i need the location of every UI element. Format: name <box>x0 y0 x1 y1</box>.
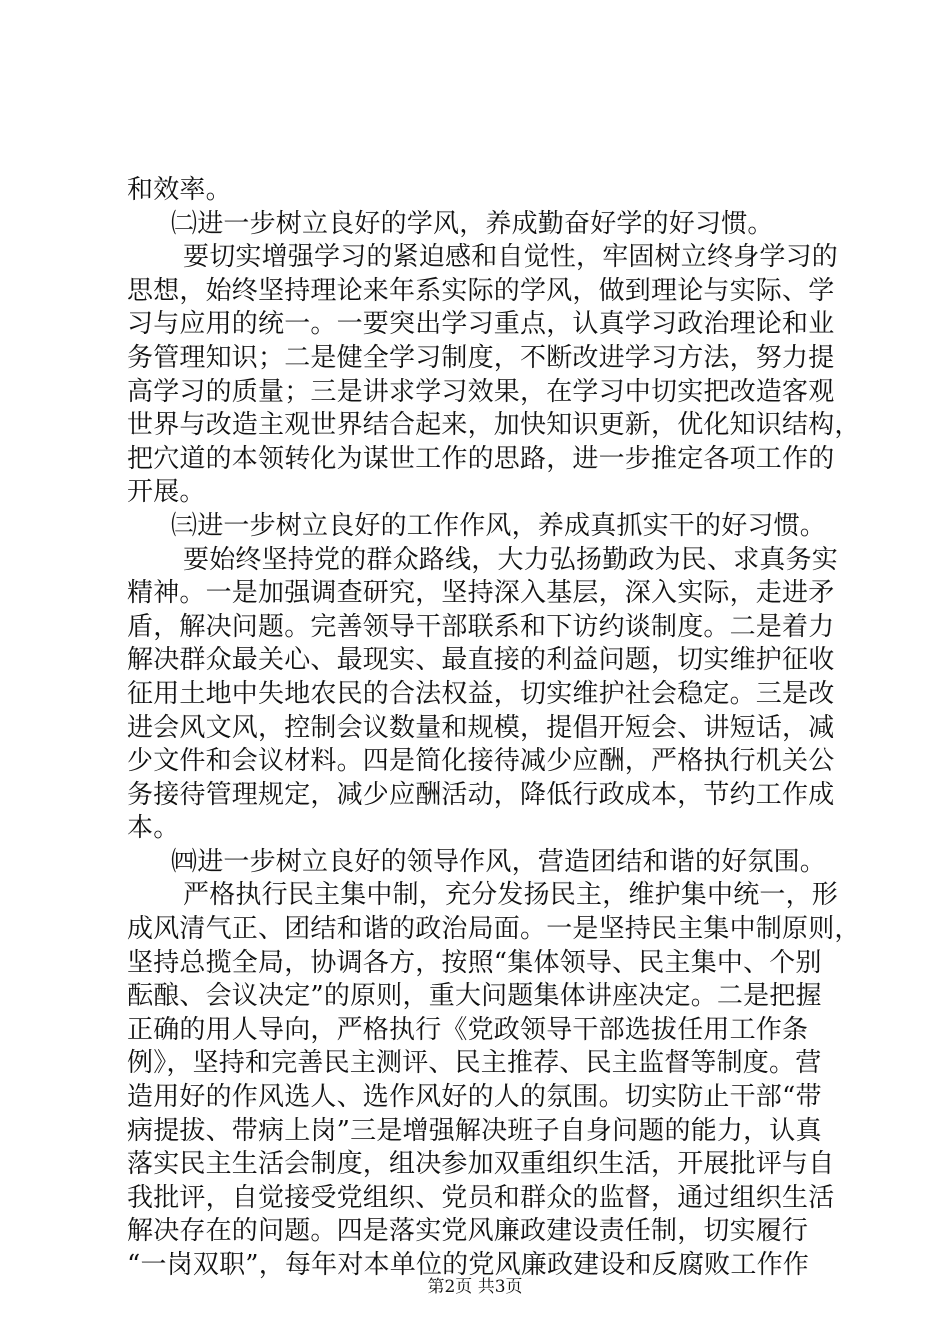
body-text-line: 习与应用的统一。一要突出学习重点，认真学习政治理论和业 <box>127 309 835 340</box>
body-text-line: 要切实增强学习的紧迫感和自觉性，牢固树立终身学习的 <box>183 242 839 273</box>
body-text-line: 成风清气正、团结和谐的政治局面。一是坚持民主集中制原则， <box>127 914 861 945</box>
body-text-line: 世界与改造主观世界结合起来，加快知识更新，优化知识结构， <box>127 410 861 441</box>
body-text-line: 解决群众最关心、最现实、最直接的利益问题，切实维护征收 <box>127 645 835 676</box>
body-text-line: 本。 <box>127 813 180 844</box>
body-text-line: 酝酿、会议决定”的原则，重大问题集体讲座决定。二是把握 <box>127 981 822 1012</box>
body-text-line: 落实民主生活会制度，组决参加双重组织生活，开展批评与自 <box>127 1149 835 1180</box>
body-text-line: 征用土地中失地农民的合法权益，切实维护社会稳定。三是改 <box>127 678 835 709</box>
body-text-line: 造用好的作风选人、选作风好的人的氛围。切实防止干部“带 <box>127 1082 822 1113</box>
section-heading-line: ㈡进一步树立良好的学风，养成勤奋好学的好习惯。 <box>171 208 774 239</box>
body-text-line: 精神。一是加强调查研究，坚持深入基层，深入实际，走进矛 <box>127 578 835 609</box>
body-text-line: 少文件和会议材料。四是简化接待减少应酬，严格执行机关公 <box>127 746 835 777</box>
body-text-line: 务管理知识；二是健全学习制度，不断改进学习方法，努力提 <box>127 342 835 373</box>
body-text-line: 严格执行民主集中制，充分发扬民主，维护集中统一，形 <box>183 880 839 911</box>
body-text-line: 盾，解决问题。完善领导干部联系和下访约谈制度。二是着力 <box>127 611 835 642</box>
section-heading-line: ㈣进一步树立良好的领导作风，营造团结和谐的好氛围。 <box>171 846 827 877</box>
body-text-line: 正确的用人导向，严格执行《党政领导干部选拔任用工作条 <box>127 1014 809 1045</box>
body-text-line: 要始终坚持党的群众路线，大力弘扬勤政为民、求真务实 <box>183 544 839 575</box>
body-text-line: 思想，始终坚持理论来年系实际的学风，做到理论与实际、学 <box>127 275 835 306</box>
body-text-line: 病提拔、带病上岗”三是增强解决班子自身问题的能力，认真 <box>127 1115 822 1146</box>
body-text-line: 高学习的质量；三是讲求学习效果，在学习中切实把改造客观 <box>127 376 835 407</box>
body-text-line: 进会风文风，控制会议数量和规模，提倡开短会、讲短话，减 <box>127 712 835 743</box>
section-heading-line: ㈢进一步树立良好的工作作风，养成真抓实干的好习惯。 <box>171 510 827 541</box>
body-text-line: 例》，坚持和完善民主测评、民主推荐、民主监督等制度。营 <box>127 1048 822 1079</box>
body-text-line: 把穴道的本领转化为谋世工作的思路，进一步推定各项工作的 <box>127 443 835 474</box>
document-body <box>127 174 861 1283</box>
body-text-line: 开展。 <box>127 477 206 508</box>
body-text-line: 我批评，自觉接受党组织、党员和群众的监督，通过组织生活 <box>127 1182 835 1213</box>
body-text-line: “一岗双职”，每年对本单位的党风廉政建设和反腐败工作作 <box>127 1250 809 1280</box>
body-text-line: 解决存在的问题。四是落实党风廉政建设责任制，切实履行 <box>127 1216 809 1247</box>
page-footer: 第2页 共3页 <box>427 1277 523 1297</box>
body-text-line: 务接待管理规定，减少应酬活动，降低行政成本，节约工作成 <box>127 779 835 810</box>
body-text-line: 坚持总揽全局，协调各方，按照“集体领导、民主集中、个别 <box>127 947 822 978</box>
body-text-line: 和效率。 <box>127 175 232 205</box>
